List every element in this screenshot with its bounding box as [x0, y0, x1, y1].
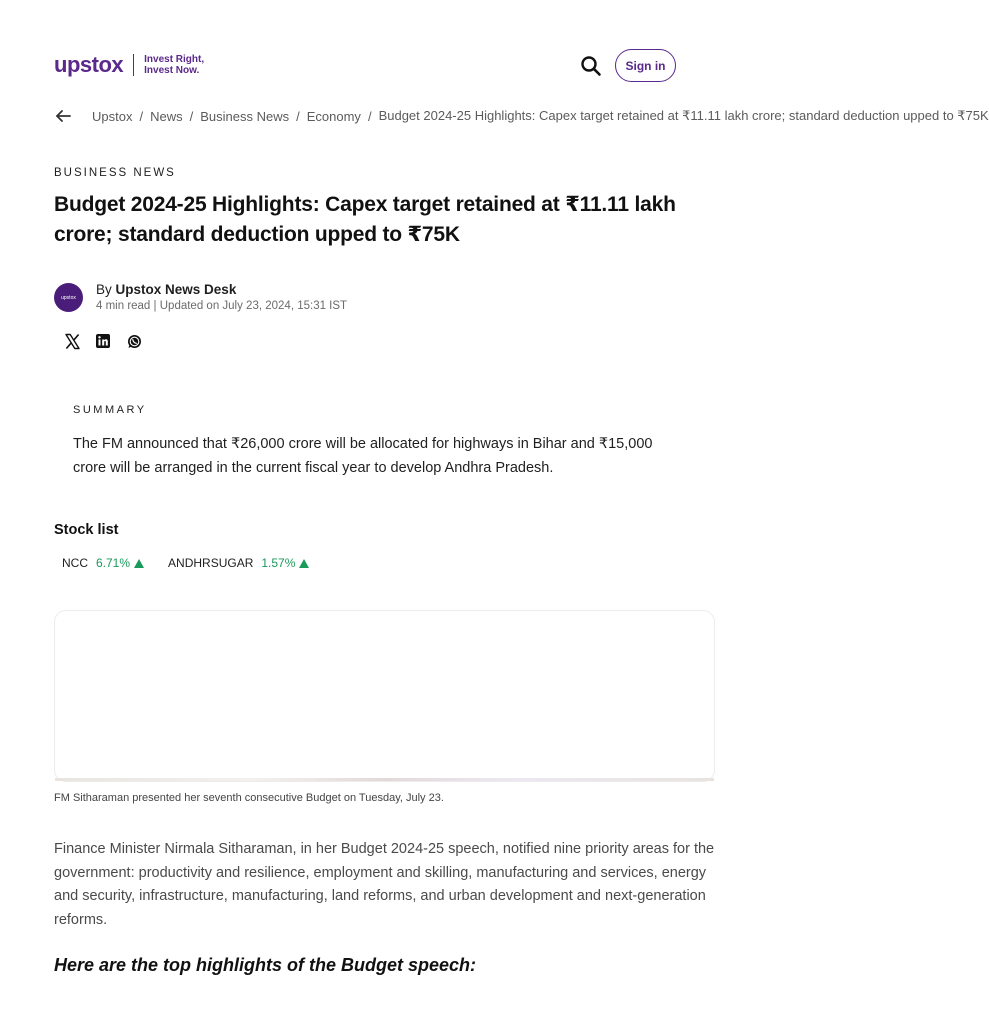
article-hero-image: [54, 610, 715, 782]
article-title: Budget 2024-25 Highlights: Capex target retained at ₹11.11 lakh crore; standard deduction upped to ₹75K: [54, 193, 676, 246]
up-arrow-icon: [299, 559, 309, 568]
breadcrumb-separator: /: [189, 108, 194, 124]
upstox-logo[interactable]: [54, 52, 204, 78]
breadcrumb-news[interactable]: News: [150, 108, 183, 124]
breadcrumb-separator: /: [367, 108, 372, 124]
linkedin-icon: [96, 334, 110, 348]
author-info: [54, 282, 347, 312]
logo-wordmark: upstox: [54, 52, 124, 77]
sign-in-button[interactable]: Sign in: [615, 49, 676, 82]
breadcrumb-upstox[interactable]: Upstox: [92, 108, 133, 124]
summary-text: The FM announced that ₹26,000 crore will be allocated for highways in Bihar and ₹15,000 crore will be arranged in the current fiscal year to develop Andhra Pradesh.: [73, 436, 653, 476]
logo-divider: [133, 54, 134, 76]
breadcrumb-separator: /: [296, 108, 300, 124]
stock-name: NCC: [62, 556, 88, 570]
breadcrumb-separator: /: [139, 108, 144, 124]
updated-timestamp: Updated on July 23, 2024, 15:31 IST: [159, 300, 348, 312]
share-x-button[interactable]: [63, 332, 81, 350]
search-icon: [580, 55, 602, 77]
byline: [96, 282, 347, 297]
stock-list: [62, 556, 333, 570]
tagline-line-2: Invest Now.: [144, 65, 200, 76]
site-header: [0, 0, 768, 110]
stock-change: 1.57%: [261, 556, 296, 570]
share-linkedin-button[interactable]: [94, 332, 112, 350]
author-text: [96, 282, 347, 312]
article-category[interactable]: BUSINESS NEWS: [54, 167, 176, 179]
author-avatar: upstox: [54, 283, 83, 312]
breadcrumb: [54, 104, 989, 128]
read-time: 4 min read: [96, 300, 151, 312]
author-name[interactable]: Upstox News Desk: [115, 282, 237, 297]
up-arrow-icon: [134, 559, 144, 568]
stock-list-title: Stock list: [54, 522, 119, 538]
image-caption: FM Sitharaman presented her seventh consecutive Budget on Tuesday, July 23.: [54, 792, 444, 804]
summary-label: SUMMARY: [73, 404, 147, 416]
breadcrumb-current: Budget 2024-25 Highlights: Capex target retained at ₹11.11 lakh crore; standard deduction upped to ₹75K: [378, 108, 989, 123]
stock-name: ANDHRSUGAR: [168, 556, 254, 570]
meta-separator: |: [153, 300, 157, 312]
whatsapp-icon: [127, 334, 142, 349]
arrow-left-icon[interactable]: [54, 107, 72, 125]
share-whatsapp-button[interactable]: [125, 332, 143, 350]
stock-change: 6.71%: [96, 556, 131, 570]
share-buttons: [63, 332, 156, 350]
search-button[interactable]: [580, 55, 602, 77]
logo-tagline: [144, 54, 204, 76]
article-meta: [96, 300, 347, 312]
stock-item-ncc[interactable]: [62, 556, 144, 570]
image-edge: [55, 778, 714, 781]
breadcrumb-economy[interactable]: Economy: [306, 108, 361, 124]
x-twitter-icon: [64, 333, 81, 350]
breadcrumb-business-news[interactable]: Business News: [200, 108, 290, 124]
article-body-paragraph: Finance Minister Nirmala Sitharaman, in her Budget 2024-25 speech, notified nine priority areas for the government: productivity and resilience, employment and skilling, manufacturing and services, energy and security, infrastructure, manufacturing, land reforms, and urban development and next-generation reforms.: [54, 841, 715, 928]
byline-prefix: By: [96, 282, 112, 297]
stock-item-andhrsugar[interactable]: [168, 556, 309, 570]
article-subheading: Here are the top highlights of the Budget speech:: [54, 955, 477, 975]
tagline-line-1: Invest Right,: [144, 54, 205, 65]
